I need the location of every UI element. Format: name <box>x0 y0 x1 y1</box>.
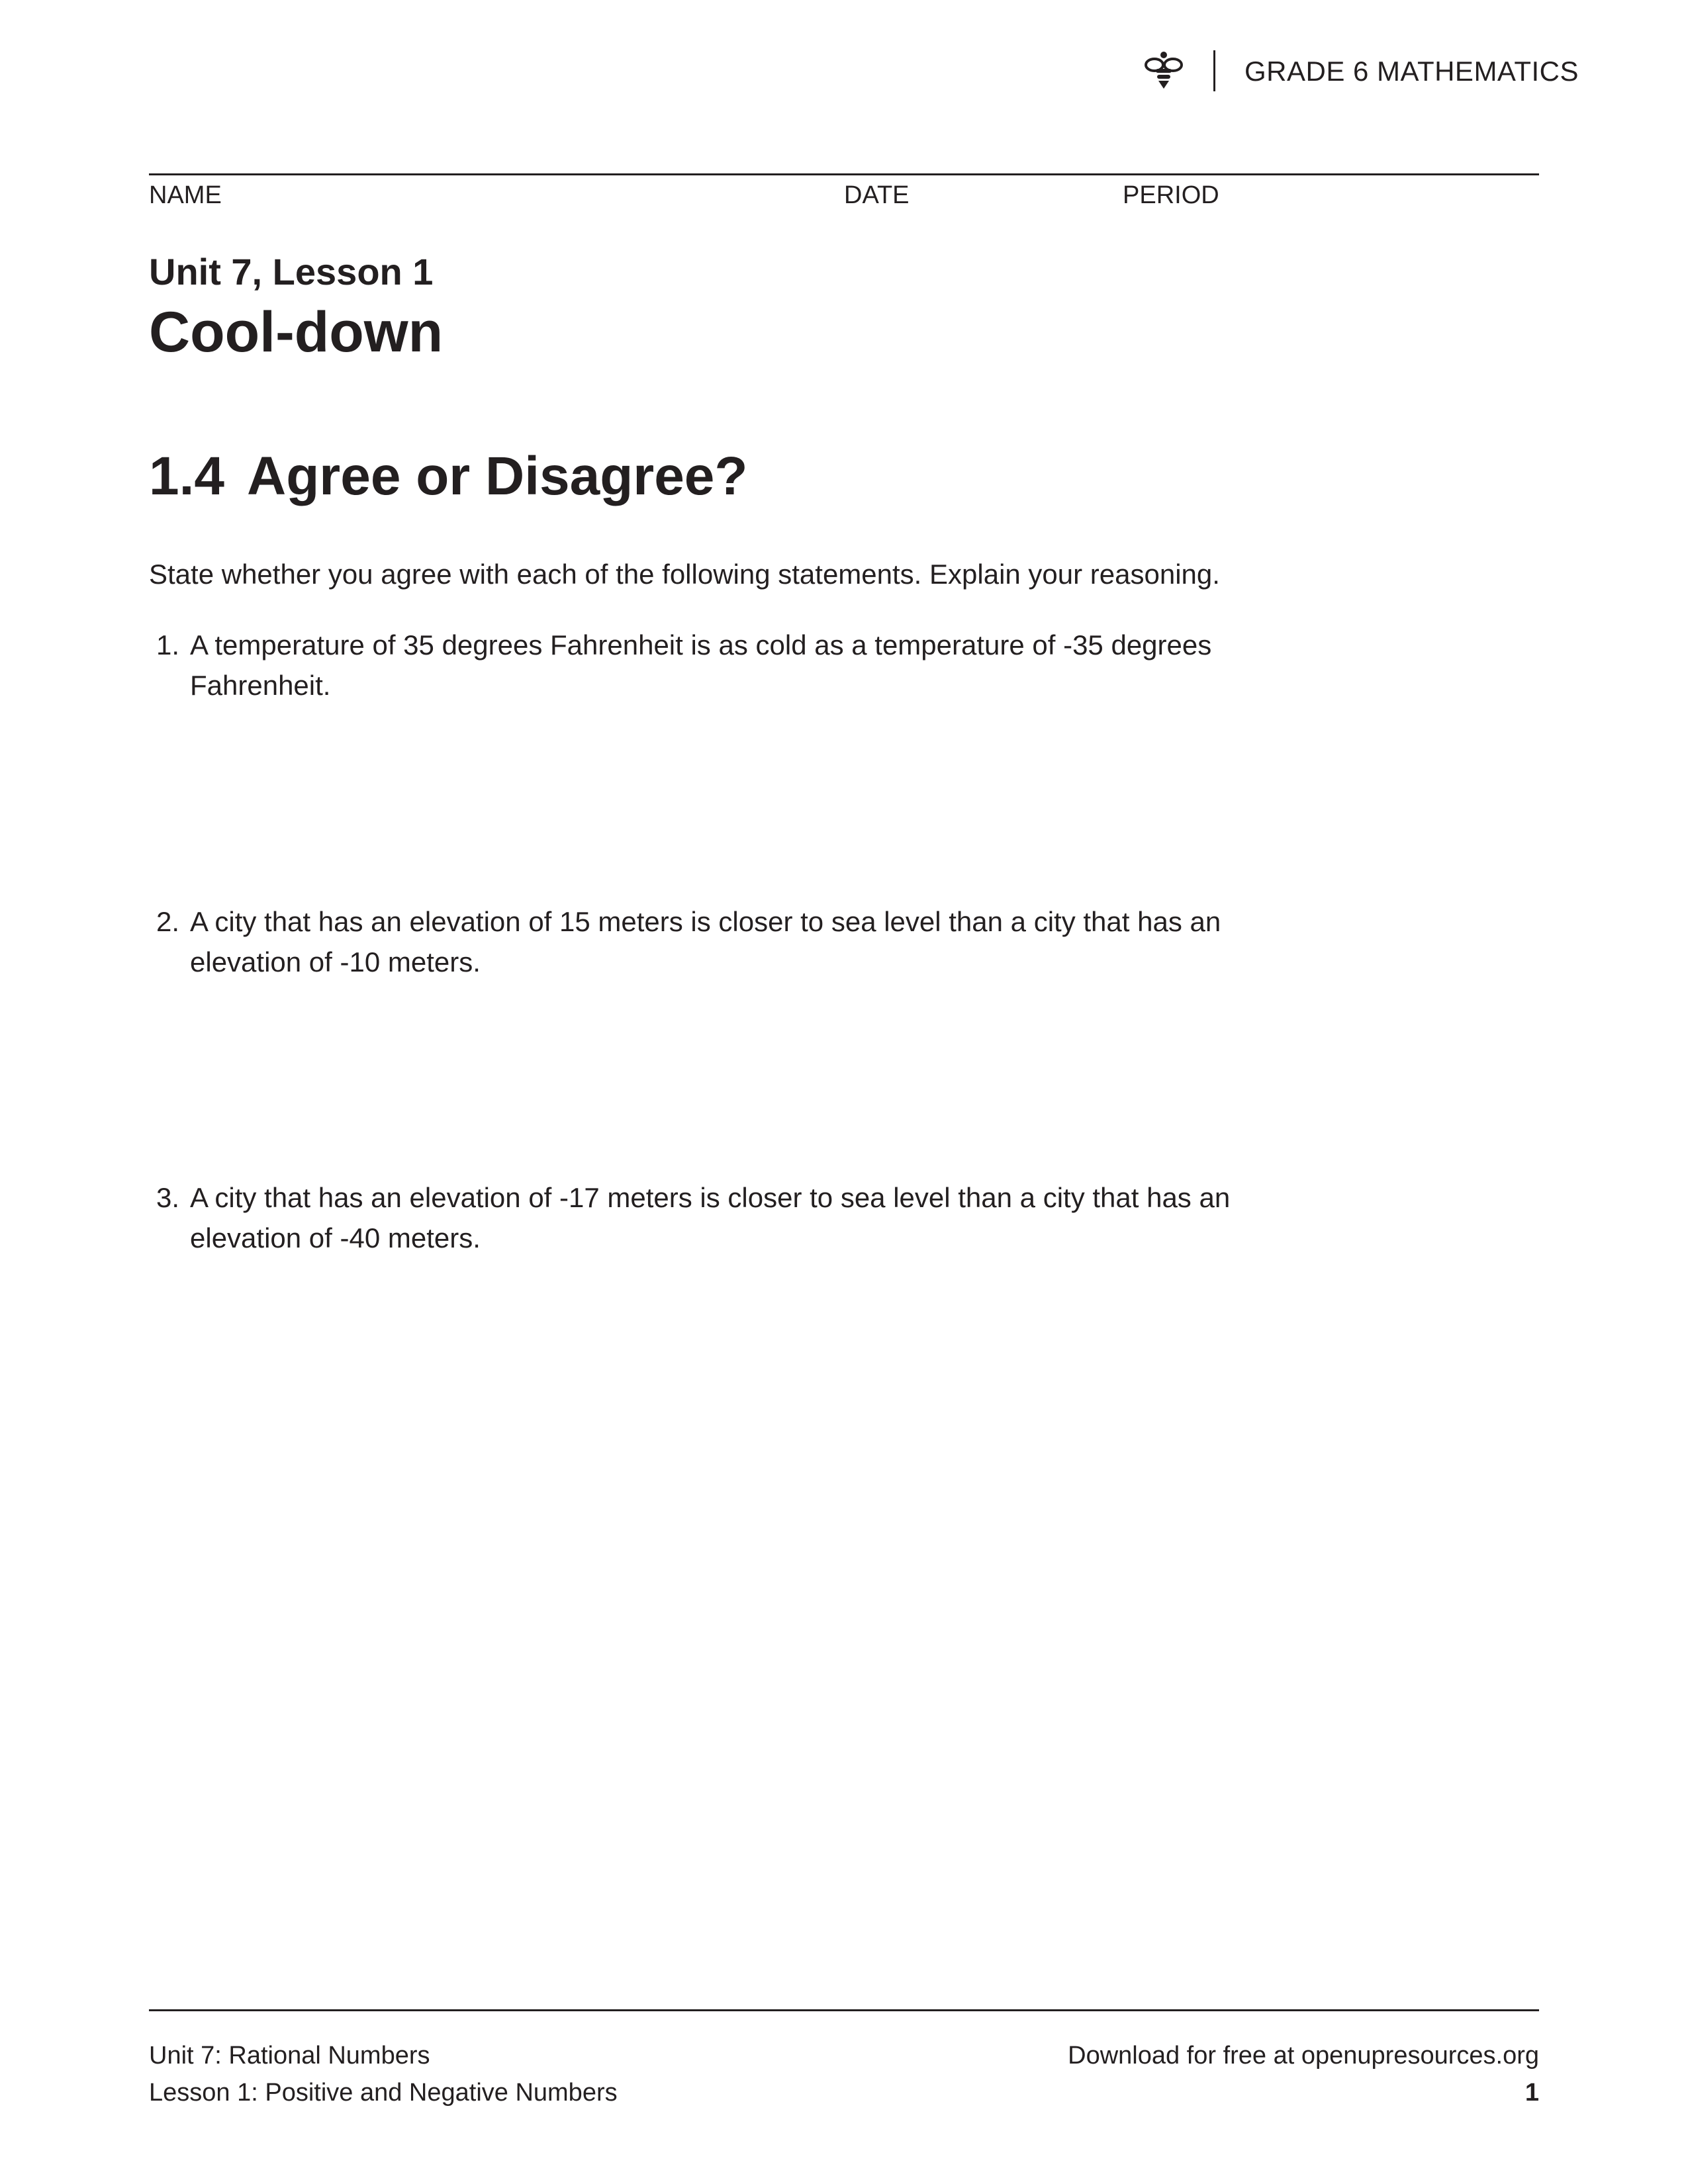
footer-unit: Unit 7: Rational Numbers <box>149 2042 430 2070</box>
instructions: State whether you agree with each of the following statements. Explain your reasoning. <box>149 559 1220 590</box>
course-title: GRADE 6 MATHEMATICS <box>1244 56 1579 87</box>
question-text: A temperature of 35 degrees Fahrenheit is as cold as a temperature of -35 degrees Fahrenheit. <box>190 629 1212 701</box>
period-label: PERIOD <box>1123 181 1219 209</box>
header-divider <box>1213 50 1215 91</box>
page-number: 1 <box>1524 2079 1539 2107</box>
section-title: Agree or Disagree? <box>247 446 748 506</box>
bee-logo-icon <box>1143 49 1185 91</box>
question-number: 3. <box>156 1182 179 1213</box>
section-heading <box>149 442 748 511</box>
name-label: NAME <box>149 181 222 209</box>
question-number: 2. <box>156 906 179 937</box>
lesson-label: Unit 7, Lesson 1 <box>149 251 434 293</box>
question-number: 1. <box>156 629 179 660</box>
student-info-rule <box>149 173 1539 175</box>
question-text: A city that has an elevation of 15 meters is closer to sea level than a city that has an elevation of -10 meters. <box>190 906 1221 978</box>
section-number: 1.4 <box>149 446 224 506</box>
footer-rule <box>149 2009 1539 2011</box>
page-title: Cool-down <box>149 300 444 364</box>
footer-download-link[interactable]: Download for free at openupresources.org <box>1068 2042 1539 2070</box>
date-label: DATE <box>844 181 910 209</box>
question-text: A city that has an elevation of -17 meters is closer to sea level than a city that has an elevation of -40 meters. <box>190 1182 1231 1253</box>
footer-lesson: Lesson 1: Positive and Negative Numbers <box>149 2079 618 2107</box>
